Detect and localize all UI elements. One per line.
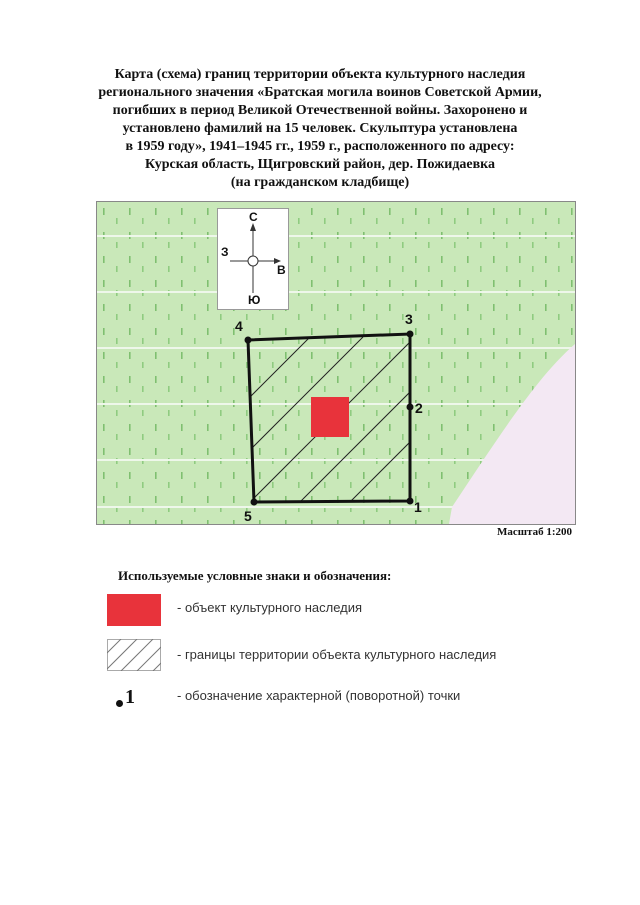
point-label-1: 1 bbox=[414, 499, 422, 515]
hatched-area-icon bbox=[107, 639, 161, 671]
heritage-object bbox=[311, 397, 349, 437]
point-marker-label: 1 bbox=[125, 686, 135, 708]
legend-item-object bbox=[107, 594, 527, 626]
compass-west: З bbox=[221, 245, 229, 259]
title-line: Карта (схема) границ территории объекта культурного наследия bbox=[114, 67, 526, 82]
map-canvas bbox=[97, 202, 575, 524]
map-title bbox=[80, 66, 560, 192]
point-label-3: 3 bbox=[405, 311, 413, 327]
legend-item-territory bbox=[107, 639, 547, 673]
title-line: регионального значения «Братская могила воинов Советской Армии, bbox=[98, 85, 542, 100]
point-3-marker bbox=[407, 331, 414, 338]
compass-rose bbox=[217, 208, 289, 310]
legend-text: - объект культурного наследия bbox=[177, 600, 363, 615]
point-1-marker bbox=[407, 498, 414, 505]
point-marker-icon bbox=[116, 700, 123, 707]
legend-text: - границы территории объекта культурного наследия bbox=[177, 647, 497, 662]
map-scale: Масштаб 1:200 bbox=[497, 526, 573, 538]
title-line: (на гражданском кладбище) bbox=[230, 175, 410, 190]
title-line: в 1959 году», 1941–1945 гг., 1959 г., расположенного по адресу: bbox=[125, 139, 515, 154]
title-line: погибших в период Великой Отечественной войны. Захоронено и bbox=[112, 103, 528, 118]
red-square-icon bbox=[107, 594, 161, 626]
point-4-marker bbox=[245, 337, 252, 344]
point-label-2: 2 bbox=[415, 400, 423, 416]
title-line: Курская область, Щигровский район, дер. Пожидаевка bbox=[144, 157, 496, 172]
point-label-4: 4 bbox=[235, 318, 243, 334]
compass-south: Ю bbox=[248, 293, 261, 307]
legend-heading: Используемые условные знаки и обозначения: bbox=[118, 568, 392, 583]
point-label-5: 5 bbox=[244, 508, 252, 524]
point-2-marker bbox=[407, 404, 414, 411]
map-area[interactable] bbox=[96, 201, 576, 525]
compass-north: С bbox=[249, 210, 258, 224]
title-line: установлено фамилий на 15 человек. Скульптура установлена bbox=[122, 121, 518, 136]
point-5-marker bbox=[251, 499, 258, 506]
legend-item-point bbox=[107, 686, 527, 714]
legend-text: - обозначение характерной (поворотной) точки bbox=[177, 688, 461, 703]
compass-east: В bbox=[277, 263, 286, 277]
